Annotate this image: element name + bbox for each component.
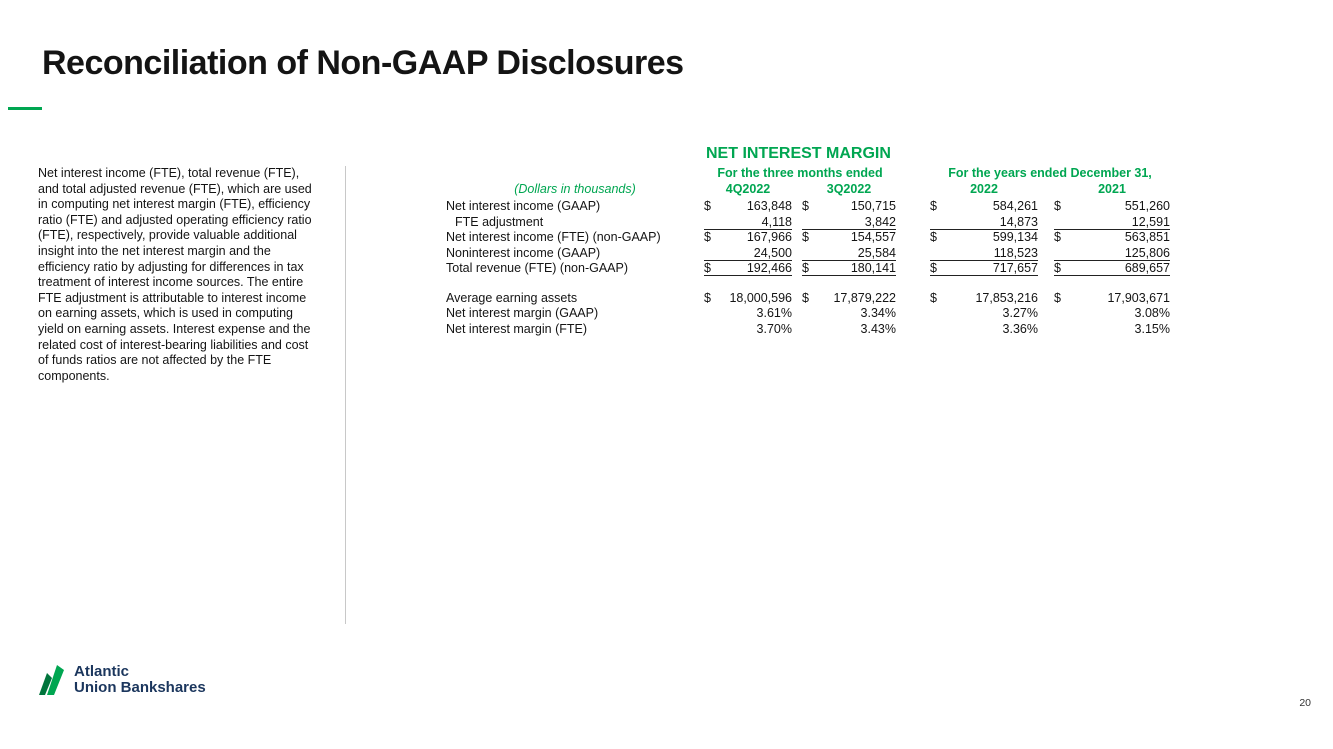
row-label: Net interest income (GAAP) xyxy=(446,199,601,213)
table-row xyxy=(446,291,1176,307)
table-row xyxy=(446,215,1176,231)
title-underline-rule xyxy=(8,107,42,110)
table-cell xyxy=(930,215,1038,230)
table-cell xyxy=(802,230,896,244)
logo-wordmark xyxy=(74,664,206,696)
cell-value: 154,557 xyxy=(850,230,896,244)
row-label: Average earning assets xyxy=(446,290,578,305)
group-header-years: For the years ended December 31, xyxy=(948,166,1152,180)
cell-value: 599,134 xyxy=(992,230,1038,244)
cell-value: 150,715 xyxy=(850,199,896,213)
table-title: NET INTEREST MARGIN xyxy=(706,145,891,162)
table-cell xyxy=(930,199,1038,213)
table-cell xyxy=(802,322,896,336)
table-cell xyxy=(802,246,896,261)
cell-value: 163,848 xyxy=(746,199,792,213)
table-cell xyxy=(802,199,896,213)
dollar-sign: $ xyxy=(802,199,809,213)
table-cell xyxy=(704,230,792,244)
table-cell xyxy=(1054,306,1170,320)
logo-line2: Union Bankshares xyxy=(74,679,206,696)
cell-value: 3.70% xyxy=(756,321,792,336)
cell-value: 3.43% xyxy=(860,321,896,336)
dollar-sign: $ xyxy=(930,290,937,305)
cell-value: 3.61% xyxy=(756,306,792,320)
group-header-quarters: For the three months ended xyxy=(717,166,883,180)
dollar-sign: $ xyxy=(1054,290,1061,305)
cell-value: 125,806 xyxy=(1124,245,1170,260)
table-cell xyxy=(704,215,792,230)
cell-value: 3.27% xyxy=(1002,306,1038,320)
table-cell xyxy=(1054,230,1170,244)
dollar-sign: $ xyxy=(802,261,809,275)
page-number: 20 xyxy=(1299,697,1311,709)
row-label: Total revenue (FTE) (non-GAAP) xyxy=(446,261,629,275)
table-row xyxy=(446,322,1176,338)
cell-value: 3.36% xyxy=(1002,321,1038,336)
table-cell xyxy=(802,261,896,276)
table-cell xyxy=(704,291,792,305)
atlantic-union-logo-icon xyxy=(38,664,68,696)
dollar-sign: $ xyxy=(1054,230,1061,244)
cell-value: 14,873 xyxy=(999,214,1038,229)
logo-line1: Atlantic xyxy=(74,663,130,680)
column-header: 4Q2022 xyxy=(725,182,771,196)
cell-value: 3,842 xyxy=(864,214,896,229)
table-cell xyxy=(802,306,896,320)
table-cell xyxy=(704,199,792,213)
cell-value: 563,851 xyxy=(1124,230,1170,244)
table-cell xyxy=(1054,322,1170,336)
row-label: Net interest margin (GAAP) xyxy=(446,306,599,320)
dollar-sign: $ xyxy=(802,290,809,305)
dollar-sign: $ xyxy=(1054,261,1061,275)
table-cell xyxy=(1054,261,1170,276)
cell-value: 3.08% xyxy=(1134,306,1170,320)
table-cell xyxy=(704,306,792,320)
dollar-sign: $ xyxy=(704,261,711,275)
column-header: 3Q2022 xyxy=(826,182,872,196)
cell-value: 3.34% xyxy=(860,306,896,320)
row-label: FTE adjustment xyxy=(455,214,544,229)
dollar-sign: $ xyxy=(704,230,711,244)
cell-value: 584,261 xyxy=(992,199,1038,213)
cell-value: 551,260 xyxy=(1124,199,1170,213)
cell-value: 25,584 xyxy=(857,245,896,260)
cell-value: 192,466 xyxy=(746,261,792,275)
cell-value: 4,118 xyxy=(761,214,792,229)
cell-value: 17,853,216 xyxy=(975,290,1038,305)
table-cell xyxy=(802,291,896,305)
table-cell xyxy=(1054,215,1170,230)
table-row xyxy=(446,246,1176,262)
units-label: (Dollars in thousands) xyxy=(514,182,636,196)
cell-value: 17,879,222 xyxy=(833,290,896,305)
body-paragraph: Net interest income (FTE), total revenue (FTE), and total adjusted revenue (FTE), which are used in computing net interest margin (FTE), efficiency ratio (FTE) and adjusted operating efficiency ratio (FTE), respectively, provide valuable additional insight into the net interest margin and the efficiency ratio by adjusting for differences in tax treatment of interest income sources. The entire FTE adjustment is attributable to interest income on earning assets, which is used in computing yield on earning assets. Interest expense and the related cost of interest-bearing liabilities and cost of funds ratios are not affected by the FTE components. xyxy=(38,166,312,383)
table-row xyxy=(446,306,1176,322)
row-label: Net interest income (FTE) (non-GAAP) xyxy=(446,230,661,244)
row-spacer xyxy=(446,277,1176,291)
dollar-sign: $ xyxy=(1054,199,1061,213)
column-header-row xyxy=(446,182,1176,196)
table-cell xyxy=(704,261,792,276)
vertical-divider xyxy=(345,166,346,624)
company-logo xyxy=(38,664,206,696)
table-row-total xyxy=(446,261,1176,277)
dollar-sign: $ xyxy=(930,199,937,213)
cell-value: 18,000,596 xyxy=(729,290,792,305)
group-header-row xyxy=(446,166,1176,180)
cell-value: 167,966 xyxy=(746,230,792,244)
cell-value: 717,657 xyxy=(992,261,1038,275)
table-cell xyxy=(1054,291,1170,305)
table-row xyxy=(446,230,1176,246)
cell-value: 3.15% xyxy=(1134,321,1170,336)
table-cell xyxy=(930,230,1038,244)
table-cell xyxy=(1054,199,1170,213)
dollar-sign: $ xyxy=(704,290,711,305)
table-cell xyxy=(704,246,792,261)
column-header: 2022 xyxy=(970,182,998,196)
table-cell xyxy=(704,322,792,336)
table-cell xyxy=(930,261,1038,276)
table-cell xyxy=(930,246,1038,261)
cell-value: 12,591 xyxy=(1131,214,1170,229)
dollar-sign: $ xyxy=(930,230,937,244)
table-cell xyxy=(930,306,1038,320)
dollar-sign: $ xyxy=(704,199,711,213)
dollar-sign: $ xyxy=(930,261,937,275)
row-label: Net interest margin (FTE) xyxy=(446,321,588,336)
net-interest-margin-table xyxy=(446,145,1176,337)
cell-value: 17,903,671 xyxy=(1107,290,1170,305)
cell-value: 180,141 xyxy=(850,261,896,275)
column-header: 2021 xyxy=(1098,182,1126,196)
cell-value: 24,500 xyxy=(753,245,792,260)
table-cell xyxy=(930,322,1038,336)
table-cell xyxy=(1054,246,1170,261)
row-label: Noninterest income (GAAP) xyxy=(446,245,601,260)
table-cell xyxy=(802,215,896,230)
dollar-sign: $ xyxy=(802,230,809,244)
table-cell xyxy=(930,291,1038,305)
table-row xyxy=(446,199,1176,215)
page-title: Reconciliation of Non-GAAP Disclosures xyxy=(42,44,684,82)
cell-value: 689,657 xyxy=(1124,261,1170,275)
cell-value: 118,523 xyxy=(993,245,1038,260)
